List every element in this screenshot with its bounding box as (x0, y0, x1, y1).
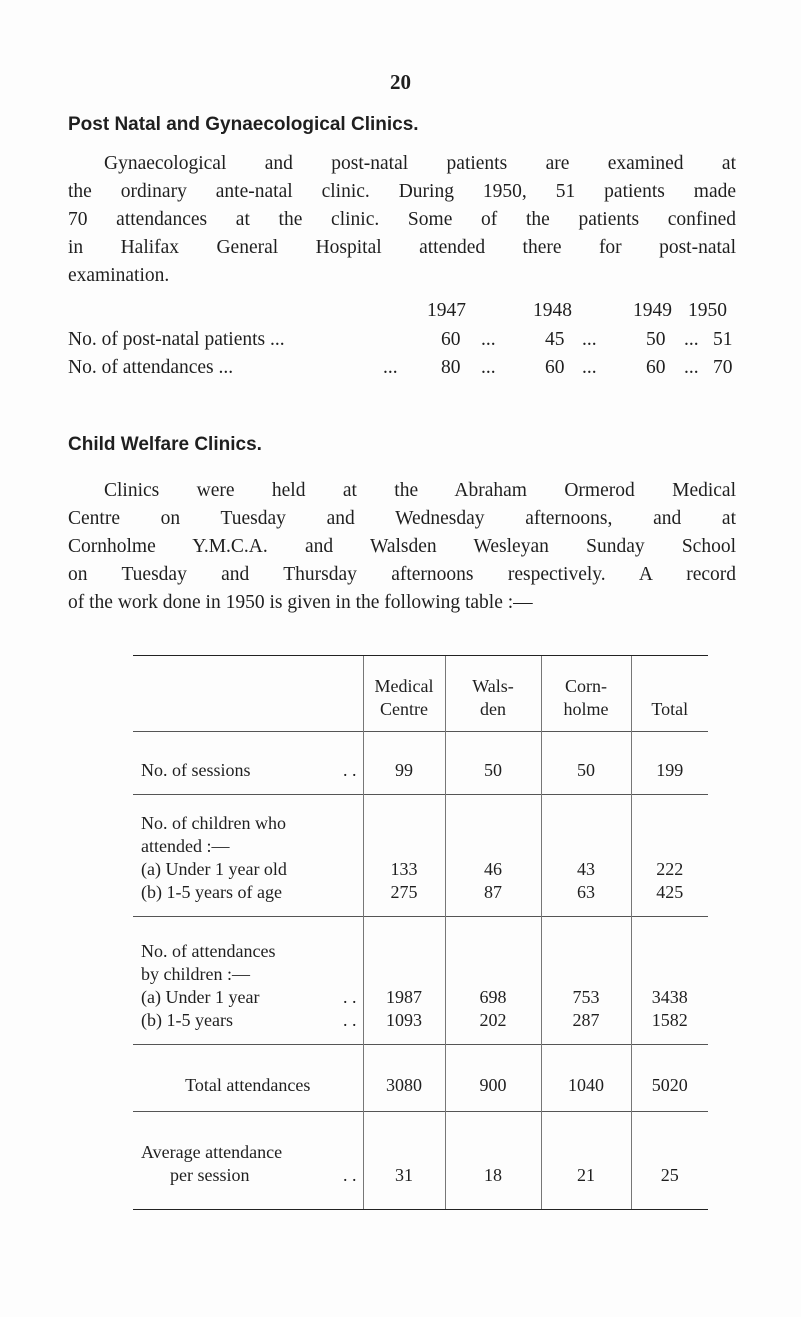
table-cell: 222 425 (631, 795, 708, 917)
table-cell: 5020 (631, 1045, 708, 1112)
paragraph-line: on Tuesday and Thursday afternoons respectively. A record (68, 564, 736, 585)
page-number: 20 (390, 70, 411, 94)
paragraph-line: of the work done in 1950 is given in the following table :— (68, 592, 533, 613)
table-row-sessions (133, 732, 708, 795)
leader-dots: ... (481, 357, 496, 378)
stats-row-patients (0, 329, 801, 359)
paragraph-line: the ordinary ante-natal clinic. During 1950, 51 patients made (68, 181, 736, 202)
paragraph-line: Centre on Tuesday and Wednesday afternoons, and at (68, 508, 736, 529)
post-natal-paragraph (68, 150, 736, 290)
table-cell: 46 87 (445, 795, 541, 917)
paragraph-line: 70 attendances at the clinic. Some of the patients confined (68, 209, 736, 230)
leader-dots: ... (481, 329, 496, 350)
column-header-walsden: Wals- den (445, 656, 541, 732)
stats-value: 70 (713, 357, 733, 378)
stats-value: 60 (441, 329, 461, 350)
table-cell: 18 (445, 1112, 541, 1210)
stats-row-label: No. of post-natal patients ... (68, 329, 285, 350)
table-cell: 31 (363, 1112, 445, 1210)
year-1947: 1947 (427, 300, 466, 321)
section-heading-child-welfare: Child Welfare Clinics. (68, 434, 262, 455)
table-cell: 199 (631, 732, 708, 795)
table-cell: 698 202 (445, 917, 541, 1045)
paragraph-line: in Halifax General Hospital attended there for post-natal (68, 237, 736, 258)
stats-value: 60 (545, 357, 565, 378)
paragraph-line: Cornholme Y.M.C.A. and Walsden Wesleyan Sunday School (68, 536, 736, 557)
stats-value: 80 (441, 357, 461, 378)
column-header-medical-centre: Medical Centre (363, 656, 445, 732)
table-cell: 43 63 (541, 795, 631, 917)
row-label: No. of sessions . . (133, 732, 363, 795)
table-header-row (133, 656, 708, 732)
stats-year-header (0, 300, 801, 330)
table-cell: 25 (631, 1112, 708, 1210)
row-label-group: No. of attendances by children :— (a) Under 1 year . . (b) 1-5 years . . (133, 917, 363, 1045)
table-row-total-attendances (133, 1045, 708, 1112)
year-1949: 1949 (633, 300, 672, 321)
table-row-attendances (133, 917, 708, 1045)
stats-value: 51 (713, 329, 733, 350)
paragraph-line: examination. (68, 265, 170, 286)
leader-dots: ... (684, 357, 699, 378)
table-cell: 1040 (541, 1045, 631, 1112)
child-welfare-paragraph (68, 477, 736, 617)
table-cell: 3080 (363, 1045, 445, 1112)
column-header-cornholme: Corn- holme (541, 656, 631, 732)
leader-dots: ... (383, 357, 398, 378)
year-1950: 1950 (688, 300, 727, 321)
leader-dots: ... (582, 329, 597, 350)
table-cell: 50 (445, 732, 541, 795)
table-cell: 50 (541, 732, 631, 795)
table-cell: 21 (541, 1112, 631, 1210)
leader-dots: ... (684, 329, 699, 350)
clinic-attendance-table (133, 655, 708, 1210)
stats-row-label: No. of attendances ... (68, 357, 234, 378)
table-row-children (133, 795, 708, 917)
stats-value: 60 (646, 357, 666, 378)
stats-row-attendances (0, 357, 801, 387)
table-corner (133, 656, 363, 732)
row-label-group: Average attendance per session . . (133, 1112, 363, 1210)
leader-dots: ... (582, 357, 597, 378)
table-row-average (133, 1112, 708, 1210)
year-1948: 1948 (533, 300, 572, 321)
table-cell: 1987 1093 (363, 917, 445, 1045)
table-cell: 99 (363, 732, 445, 795)
table-cell: 900 (445, 1045, 541, 1112)
paragraph-line: Clinics were held at the Abraham Ormerod Medical (104, 480, 736, 501)
table-cell: 3438 1582 (631, 917, 708, 1045)
section-heading-post-natal: Post Natal and Gynaecological Clinics. (68, 114, 419, 135)
table-cell: 133 275 (363, 795, 445, 917)
stats-value: 50 (646, 329, 666, 350)
stats-value: 45 (545, 329, 565, 350)
row-label-group: No. of children who attended :— (a) Under 1 year old (b) 1-5 years of age (133, 795, 363, 917)
column-header-total: Total (631, 656, 708, 732)
paragraph-line: Gynaecological and post-natal patients are examined at (104, 153, 736, 174)
row-label: Total attendances (133, 1045, 363, 1112)
table-cell: 753 287 (541, 917, 631, 1045)
